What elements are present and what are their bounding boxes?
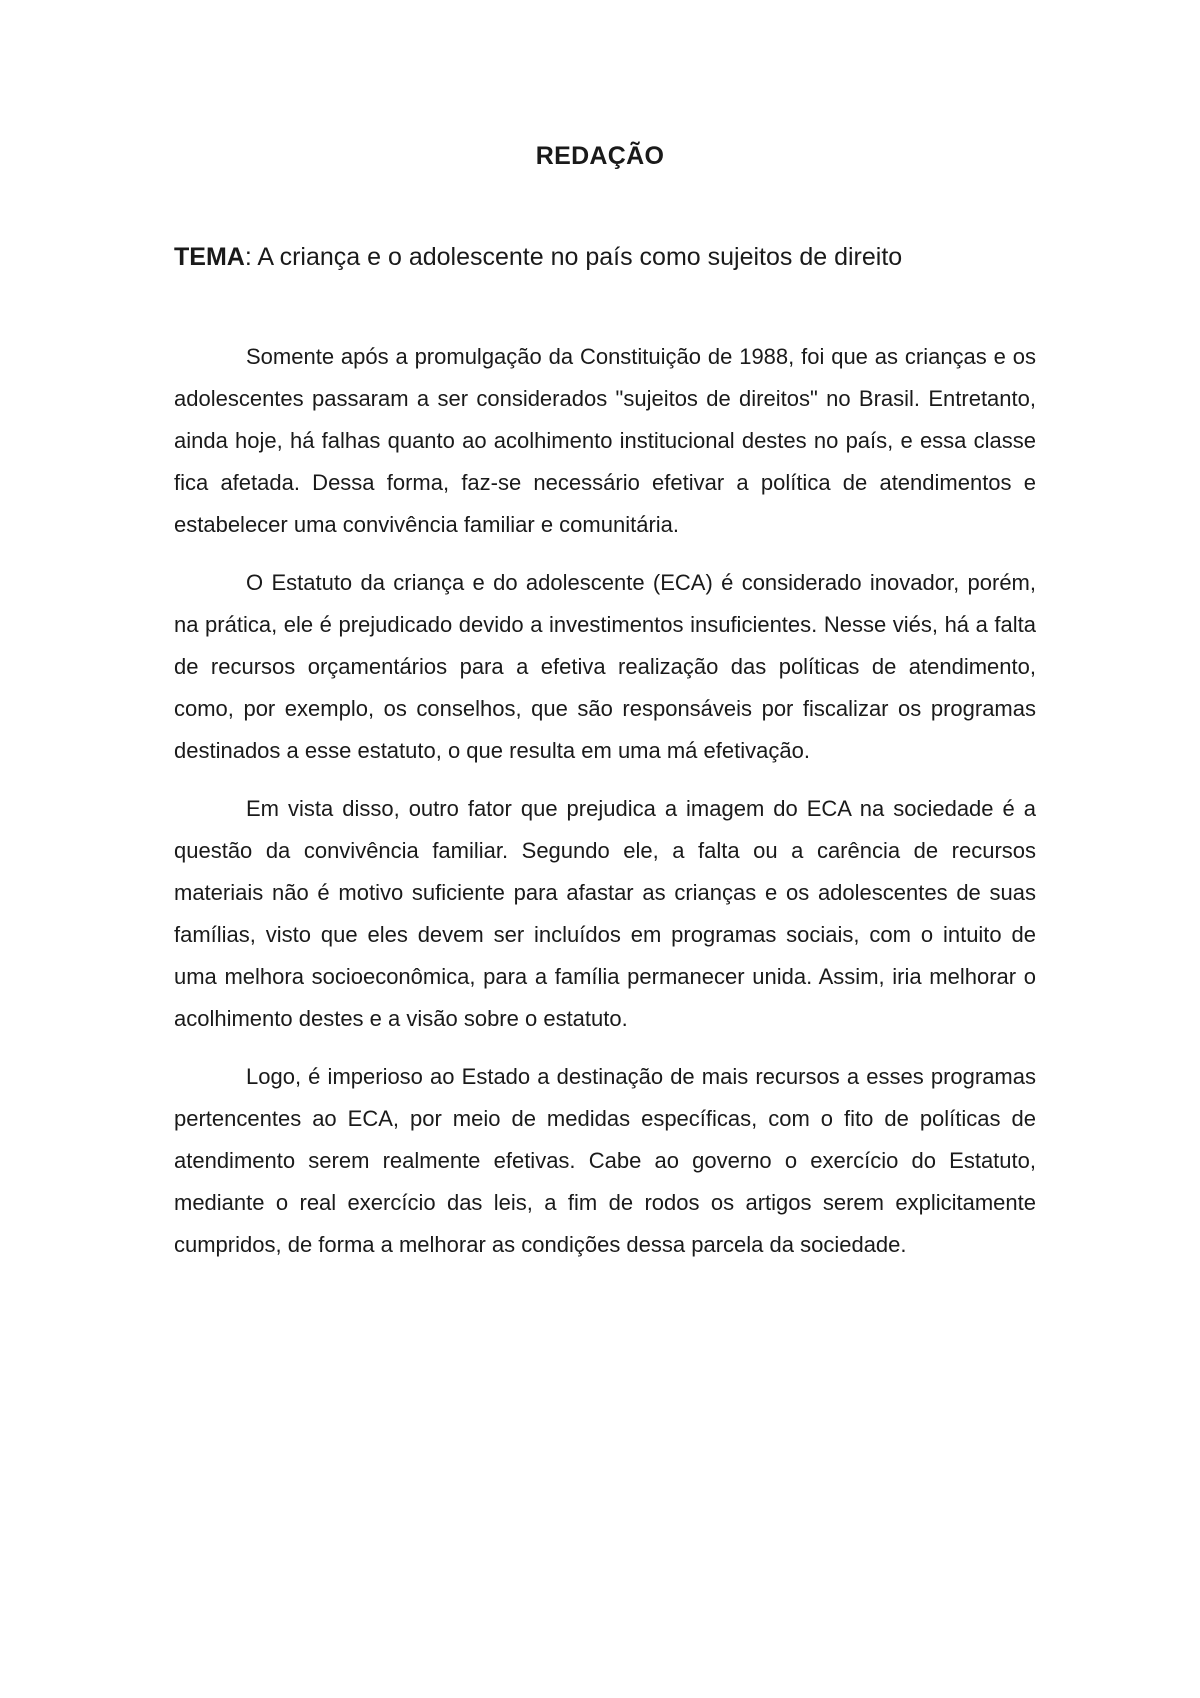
theme-label: TEMA (174, 243, 245, 271)
theme-line (174, 243, 1054, 272)
essay-body (174, 336, 1036, 1282)
paragraph-1: Somente após a promulgação da Constituição de 1988, foi que as crianças e os adolescentes passaram a ser considerados "sujeitos de direitos" no Brasil. Entretanto, ainda hoje, há falhas quanto ao acolhimento institucional destes no país, e essa classe fica afetada. Dessa forma, faz-se necessário efetivar a política de atendimentos e estabelecer uma convivência familiar e comunitária. (174, 344, 1036, 537)
theme-text: : A criança e o adolescente no país como sujeitos de direito (244, 243, 903, 271)
document-title: REDAÇÃO (535, 142, 665, 170)
paragraph-2: O Estatuto da criança e do adolescente (ECA) é considerado inovador, porém, na prática, ele é prejudicado devido a investimentos insuficientes. Nesse viés, há a falta de recursos orçamentários para a efetiva realização das políticas de atendimento, como, por exemplo, os conselhos, que são responsáveis por fiscalizar os programas destinados a esse estatuto, o que resulta em uma má efetivação. (174, 570, 1036, 763)
paragraph-4: Logo, é imperioso ao Estado a destinação de mais recursos a esses programas pertencentes ao ECA, por meio de medidas específicas, com o fito de políticas de atendimento serem realmente efetivas. Cabe ao governo o exercício do Estatuto, mediante o real exercício das leis, a fim de rodos os artigos serem explicitamente cumpridos, de forma a melhorar as condições dessa parcela da sociedade. (174, 1064, 1036, 1257)
paragraph-3: Em vista disso, outro fator que prejudica a imagem do ECA na sociedade é a questão da convivência familiar. Segundo ele, a falta ou a carência de recursos materiais não é motivo suficiente para afastar as crianças e os adolescentes de suas famílias, visto que eles devem ser incluídos em programas sociais, com o intuito de uma melhora socioeconômica, para a família permanecer unida. Assim, iria melhorar o acolhimento destes e a visão sobre o estatuto. (174, 796, 1036, 1031)
